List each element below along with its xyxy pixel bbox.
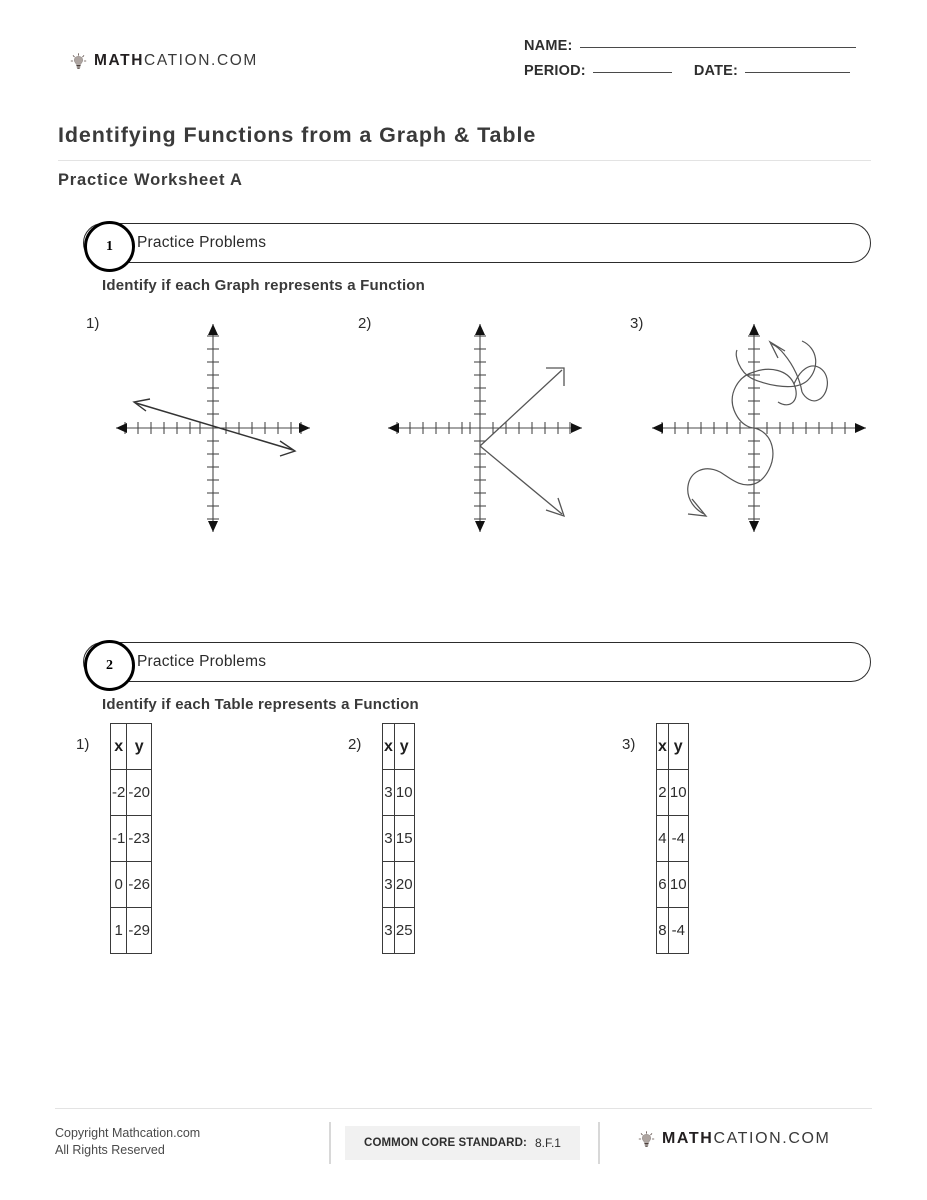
period-input-line[interactable] xyxy=(593,71,672,73)
table-row xyxy=(657,908,689,954)
table-1-r3-y: -29 xyxy=(127,908,152,954)
copyright-line-1: Copyright Mathcation.com xyxy=(55,1126,201,1140)
table-3-r1-y: -4 xyxy=(668,816,688,862)
table-2-r0-y: 10 xyxy=(394,770,414,816)
graph-problem-3 xyxy=(602,310,874,545)
footer-separator-2 xyxy=(598,1122,600,1164)
table-1-r2-y: -26 xyxy=(127,862,152,908)
title-divider xyxy=(58,160,871,161)
table-2-r2-x: 3 xyxy=(383,862,395,908)
graph-problem-2 xyxy=(330,310,602,545)
period-label: PERIOD: xyxy=(524,63,586,79)
table-row xyxy=(111,770,152,816)
section-1-pill-label: Practice Problems xyxy=(137,234,267,251)
table-header-row xyxy=(657,724,689,770)
brand-light: CATION.COM xyxy=(144,52,258,69)
table-1-r0-y: -20 xyxy=(127,770,152,816)
page-footer xyxy=(55,1120,872,1182)
xy-table-2 xyxy=(382,723,415,954)
section-2-pill xyxy=(83,642,871,682)
table-1-r1-x: -1 xyxy=(111,816,127,862)
table-row xyxy=(111,908,152,954)
table-3-r0-y: 10 xyxy=(668,770,688,816)
table-3-r3-x: 8 xyxy=(657,908,669,954)
table-2-header-y: y xyxy=(394,724,414,770)
section-2-instruction: Identify if each Table represents a Function xyxy=(102,696,419,713)
table-row xyxy=(111,862,152,908)
ccs-value: 8.F.1 xyxy=(534,1136,561,1150)
table-2-r0-x: 3 xyxy=(383,770,395,816)
copyright-text xyxy=(55,1125,200,1159)
table-2-r3-x: 3 xyxy=(383,908,395,954)
section-2-number-badge: 2 xyxy=(84,640,135,691)
table-row xyxy=(657,816,689,862)
table-1-header-y: y xyxy=(127,724,152,770)
table-row xyxy=(383,770,415,816)
table-row xyxy=(657,862,689,908)
table-1-number: 1) xyxy=(76,736,90,753)
page-title: Identifying Functions from a Graph & Table xyxy=(58,123,537,147)
graph-problem-1 xyxy=(58,310,330,545)
period-date-field-row xyxy=(524,63,884,79)
graphs-row xyxy=(58,310,873,545)
xy-table-1 xyxy=(110,723,152,954)
footer-brand-bold: MATH xyxy=(662,1130,714,1147)
table-1-r2-x: 0 xyxy=(111,862,127,908)
footer-divider xyxy=(55,1108,872,1109)
table-row xyxy=(383,862,415,908)
section-1 xyxy=(58,223,873,294)
common-core-badge xyxy=(345,1126,580,1160)
student-info-fields xyxy=(524,38,884,88)
table-3-r1-x: 4 xyxy=(657,816,669,862)
brand-logo-text xyxy=(94,52,258,70)
table-1-header-x: x xyxy=(111,724,127,770)
footer-brand-logo xyxy=(638,1130,830,1148)
section-2-pill-label: Practice Problems xyxy=(137,653,267,670)
table-row xyxy=(657,770,689,816)
copyright-line-2: All Rights Reserved xyxy=(55,1143,165,1157)
date-label: DATE: xyxy=(693,63,739,79)
section-1-instruction: Identify if each Graph represents a Function xyxy=(102,277,426,294)
graph-2-number: 2) xyxy=(358,315,372,332)
graph-1-number: 1) xyxy=(86,315,100,332)
graph-3-number: 3) xyxy=(630,315,644,332)
name-label: NAME: xyxy=(524,38,573,54)
table-1-r1-y: -23 xyxy=(127,816,152,862)
xy-table-3 xyxy=(656,723,689,954)
table-row xyxy=(111,816,152,862)
lightbulb-icon xyxy=(70,53,87,70)
tables-row xyxy=(58,718,873,948)
footer-brand-light: CATION.COM xyxy=(713,1130,831,1147)
table-header-row xyxy=(111,724,152,770)
table-2-header-x: x xyxy=(383,724,395,770)
table-3-r2-y: 10 xyxy=(668,862,688,908)
table-row xyxy=(383,908,415,954)
table-3-header-x: x xyxy=(657,724,669,770)
table-2-r1-y: 15 xyxy=(394,816,414,862)
table-header-row xyxy=(383,724,415,770)
table-row xyxy=(383,816,415,862)
brand-logo xyxy=(70,52,258,70)
section-1-pill xyxy=(83,223,871,263)
name-field-row xyxy=(524,38,884,54)
table-3-r3-y: -4 xyxy=(668,908,688,954)
table-3-number: 3) xyxy=(622,736,636,753)
section-1-number-badge: 1 xyxy=(84,221,135,272)
table-3-header-y: y xyxy=(668,724,688,770)
lightbulb-icon xyxy=(638,1131,655,1148)
graph-3-plot xyxy=(642,310,882,550)
ccs-label: COMMON CORE STANDARD: xyxy=(364,1137,527,1149)
page-header xyxy=(0,38,927,108)
brand-bold: MATH xyxy=(94,52,145,69)
date-input-line[interactable] xyxy=(745,71,850,73)
table-2-r1-x: 3 xyxy=(383,816,395,862)
table-1-r3-x: 1 xyxy=(111,908,127,954)
page-subtitle: Practice Worksheet A xyxy=(58,171,243,189)
table-1-r0-x: -2 xyxy=(111,770,127,816)
table-3-r0-x: 2 xyxy=(657,770,669,816)
table-2-number: 2) xyxy=(348,736,362,753)
graph-1-plot xyxy=(98,310,328,550)
table-2-r2-y: 20 xyxy=(394,862,414,908)
table-2-r3-y: 25 xyxy=(394,908,414,954)
footer-brand-text xyxy=(662,1130,830,1148)
name-input-line[interactable] xyxy=(580,46,856,48)
section-2 xyxy=(58,642,873,713)
table-3-r2-x: 6 xyxy=(657,862,669,908)
footer-separator-1 xyxy=(329,1122,331,1164)
graph-2-plot xyxy=(370,310,600,550)
